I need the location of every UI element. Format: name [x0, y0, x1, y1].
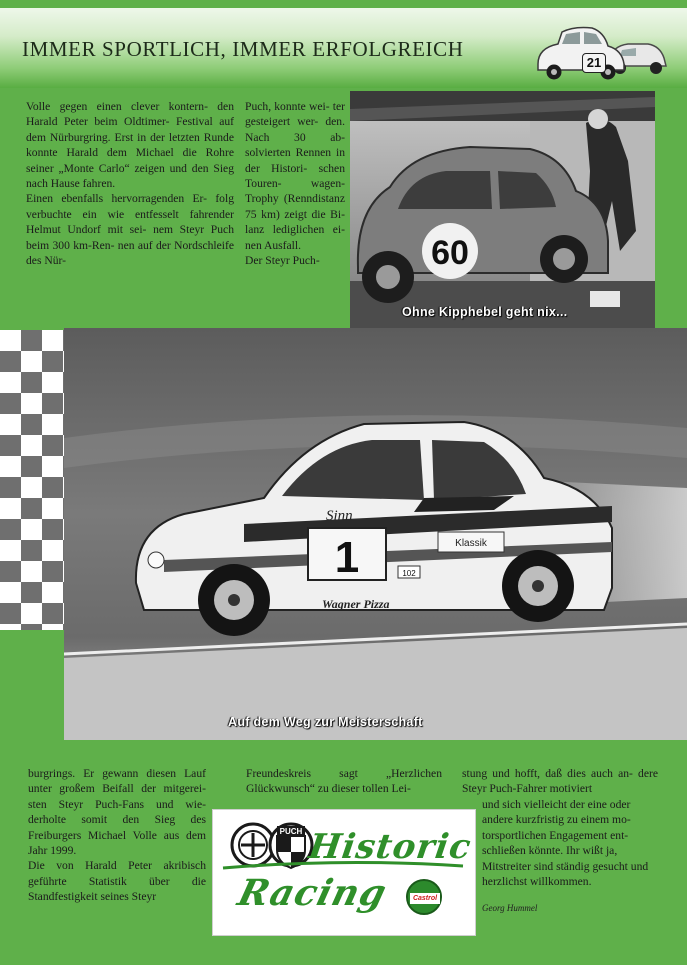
article-column-4 — [28, 766, 206, 905]
paragraph: Puch, konnte wei- ter gesteigert wer- den. Nach 30 ab- solvierten Rennen in der Histori- schen Touren- wagen-Trophy (Renndistanz 75 km) zeigt die Bi- lanz lediglichen ei- nen Ausfall. — [245, 100, 345, 252]
sponsor-roof: Sinn — [326, 508, 353, 524]
historic-racing-logo — [212, 809, 476, 936]
pit-garage-image — [350, 91, 655, 328]
photo-race-car — [64, 328, 687, 740]
photo-pit-garage — [350, 91, 655, 328]
author-signature: Georg Hummel — [482, 903, 538, 913]
paragraph: Der Steyr Puch- — [245, 254, 320, 268]
article-column-6-bottom — [482, 797, 658, 889]
race-car-image — [64, 328, 687, 740]
checkered-flag-decoration — [0, 330, 64, 630]
photo-caption-main: Auf dem Weg zur Meisterschaft — [228, 715, 423, 729]
paragraph: stung und hofft, daß dies auch an- dere Steyr Puch-Fahrer motiviert — [462, 767, 658, 796]
paragraph: Freundeskreis sagt „Herzlichen Glückwunsch“ zu dieser tollen Lei- — [246, 767, 442, 796]
article-column-2 — [245, 99, 345, 268]
castrol-label: Castrol — [410, 893, 440, 904]
paragraph: und sich vielleicht der eine oder andere kurzfristig zu einem mo- torsportlichen Engagement ent- schließen könnte. Ihr wißt ja, Mitstreiter sind ständig gesucht und herzlichst willkommen. — [482, 798, 649, 889]
paragraph: Einen ebenfalls hervorragenden Er- folg verbuchte ein wie entfesselt fahrender Helmut Undorf mit sei- nem Steyr Puch beim 300 km-Ren- nen auf der Nordschleife des Nür- — [26, 192, 234, 268]
puch-logo-text: PUCH — [279, 827, 303, 836]
photo-caption-top: Ohne Kipphebel geht nix... — [402, 305, 568, 319]
paragraph: Die von Harald Peter akribisch geführte Statistik über die Standfestigkeit seines Steyr — [28, 859, 206, 904]
article-column-5 — [246, 766, 442, 797]
sponsor-side: Klassik — [455, 538, 487, 549]
page-header — [0, 8, 687, 88]
car-number-1: 1 — [334, 533, 360, 582]
logo-racing-text: Racing — [233, 872, 392, 914]
sponsor-rocker: Wagner Pizza — [322, 597, 390, 611]
car-number-60: 60 — [431, 234, 469, 272]
castrol-logo — [406, 879, 442, 915]
page-number: 21 — [582, 53, 606, 73]
page-title: IMMER SPORTLICH, IMMER ERFOLGREICH — [22, 37, 464, 61]
article-column-1 — [26, 99, 234, 268]
plate-number: 102 — [402, 569, 416, 578]
logo-historic-text: Historic — [306, 827, 474, 867]
paragraph: burgrings. Er gewann diesen Lauf unter großem Beifall der mitgerei- sten Steyr Puch-Fans und wie- derholte somit den Sieg des Freiburgers Michael Volle aus dem Jahr 1999. — [28, 767, 206, 858]
paragraph: Volle gegen einen clever kontern- den Harald Peter beim Oldtimer- Festival auf dem Nürburgring. Erst in der letzten Runde konnte Harald dem Michael die Rohre seiner „Monte Carlo“ zeigen und den Sieg nach Hause fahren. — [26, 100, 234, 191]
article-column-6-top — [462, 766, 658, 797]
